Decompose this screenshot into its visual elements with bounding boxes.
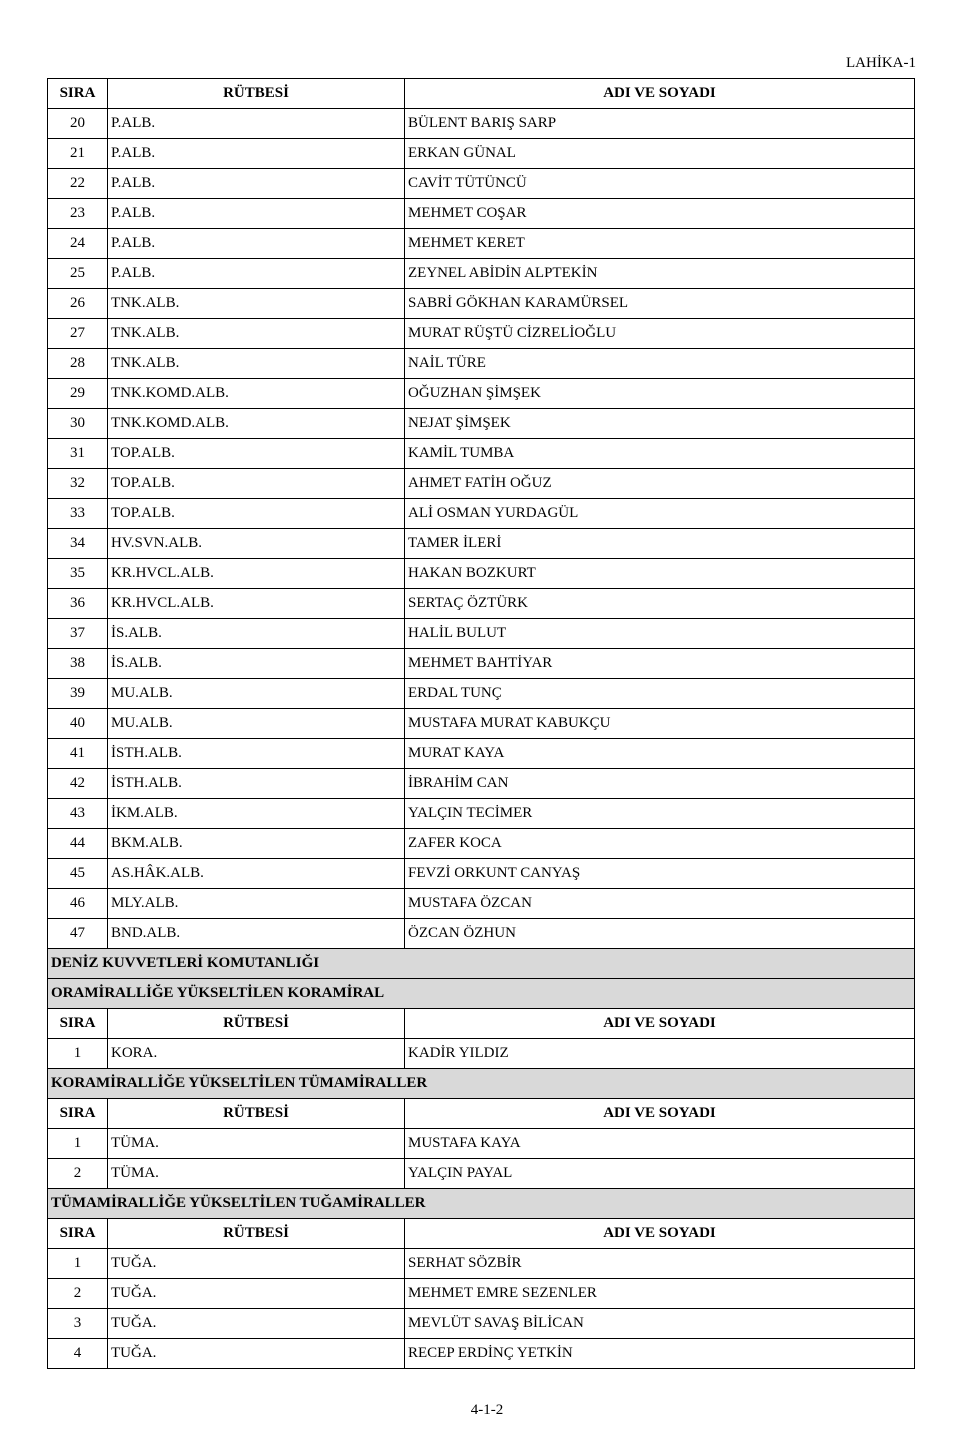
- row-number: 42: [48, 769, 108, 799]
- row-rank: KORA.: [108, 1039, 405, 1069]
- table-row: [48, 409, 915, 439]
- row-number: 35: [48, 559, 108, 589]
- row-name: YALÇIN TECİMER: [405, 799, 915, 829]
- table-row: [48, 109, 915, 139]
- row-name: BÜLENT BARIŞ SARP: [405, 109, 915, 139]
- column-header-name: ADI VE SOYADI: [405, 1009, 915, 1039]
- row-number: 31: [48, 439, 108, 469]
- row-rank: TÜMA.: [108, 1159, 405, 1189]
- row-number: 2: [48, 1279, 108, 1309]
- table-row: [48, 1129, 915, 1159]
- row-rank: TNK.KOMD.ALB.: [108, 409, 405, 439]
- row-rank: P.ALB.: [108, 169, 405, 199]
- row-name: MUSTAFA MURAT KABUKÇU: [405, 709, 915, 739]
- row-number: 2: [48, 1159, 108, 1189]
- row-rank: TUĞA.: [108, 1339, 405, 1369]
- row-rank: TÜMA.: [108, 1129, 405, 1159]
- table-row: [48, 1039, 915, 1069]
- row-number: 20: [48, 109, 108, 139]
- row-number: 28: [48, 349, 108, 379]
- table-row: [48, 589, 915, 619]
- table-row: [48, 319, 915, 349]
- row-rank: MU.ALB.: [108, 709, 405, 739]
- table-row: [48, 349, 915, 379]
- row-number: 23: [48, 199, 108, 229]
- section-row: [48, 1189, 915, 1219]
- row-name: FEVZİ ORKUNT CANYAŞ: [405, 859, 915, 889]
- row-number: 1: [48, 1039, 108, 1069]
- row-name: MEHMET EMRE SEZENLER: [405, 1279, 915, 1309]
- row-rank: KR.HVCL.ALB.: [108, 559, 405, 589]
- row-name: İBRAHİM CAN: [405, 769, 915, 799]
- table-header-row: [48, 1099, 915, 1129]
- row-rank: P.ALB.: [108, 109, 405, 139]
- table-row: [48, 559, 915, 589]
- column-header-rank: RÜTBESİ: [108, 1009, 405, 1039]
- table-row: [48, 649, 915, 679]
- row-number: 29: [48, 379, 108, 409]
- table-row: [48, 769, 915, 799]
- row-name: HALİL BULUT: [405, 619, 915, 649]
- table-row: [48, 829, 915, 859]
- table-row: [48, 1159, 915, 1189]
- column-header-rank: RÜTBESİ: [108, 79, 405, 109]
- row-number: 30: [48, 409, 108, 439]
- row-name: MUSTAFA KAYA: [405, 1129, 915, 1159]
- table-row: [48, 439, 915, 469]
- table-row: [48, 619, 915, 649]
- column-header-sira: SIRA: [48, 1219, 108, 1249]
- row-number: 3: [48, 1309, 108, 1339]
- row-number: 27: [48, 319, 108, 349]
- table-row: [48, 199, 915, 229]
- column-header-sira: SIRA: [48, 1099, 108, 1129]
- row-name: SABRİ GÖKHAN KARAMÜRSEL: [405, 289, 915, 319]
- row-rank: TOP.ALB.: [108, 469, 405, 499]
- section-row: [48, 1069, 915, 1099]
- table-row: [48, 229, 915, 259]
- column-header-name: ADI VE SOYADI: [405, 79, 915, 109]
- table-row: [48, 289, 915, 319]
- row-name: MEVLÜT SAVAŞ BİLİCAN: [405, 1309, 915, 1339]
- row-rank: İS.ALB.: [108, 619, 405, 649]
- row-number: 36: [48, 589, 108, 619]
- row-number: 40: [48, 709, 108, 739]
- row-name: KAMİL TUMBA: [405, 439, 915, 469]
- row-name: MURAT RÜŞTÜ CİZRELİOĞLU: [405, 319, 915, 349]
- column-header-sira: SIRA: [48, 79, 108, 109]
- row-rank: BND.ALB.: [108, 919, 405, 949]
- column-header-rank: RÜTBESİ: [108, 1219, 405, 1249]
- table-row: [48, 1279, 915, 1309]
- row-name: HAKAN BOZKURT: [405, 559, 915, 589]
- table-header-row: [48, 1009, 915, 1039]
- row-rank: MU.ALB.: [108, 679, 405, 709]
- table-row: [48, 1249, 915, 1279]
- row-rank: BKM.ALB.: [108, 829, 405, 859]
- column-header-sira: SIRA: [48, 1009, 108, 1039]
- table-row: [48, 709, 915, 739]
- column-header-rank: RÜTBESİ: [108, 1099, 405, 1129]
- row-name: AHMET FATİH OĞUZ: [405, 469, 915, 499]
- row-rank: TOP.ALB.: [108, 499, 405, 529]
- row-number: 4: [48, 1339, 108, 1369]
- row-name: ERDAL TUNÇ: [405, 679, 915, 709]
- row-rank: P.ALB.: [108, 199, 405, 229]
- row-name: MEHMET BAHTİYAR: [405, 649, 915, 679]
- row-number: 22: [48, 169, 108, 199]
- row-name: MURAT KAYA: [405, 739, 915, 769]
- row-rank: P.ALB.: [108, 229, 405, 259]
- row-rank: TOP.ALB.: [108, 439, 405, 469]
- row-number: 47: [48, 919, 108, 949]
- table-row: [48, 529, 915, 559]
- row-name: CAVİT TÜTÜNCÜ: [405, 169, 915, 199]
- section-title-navy: DENİZ KUVVETLERİ KOMUTANLIĞI: [48, 949, 915, 979]
- table-row: [48, 919, 915, 949]
- row-name: TAMER İLERİ: [405, 529, 915, 559]
- row-name: ÖZCAN ÖZHUN: [405, 919, 915, 949]
- row-number: 1: [48, 1249, 108, 1279]
- table-row: [48, 379, 915, 409]
- page-number: 4-1-2: [470, 1402, 504, 1418]
- table-row: [48, 259, 915, 289]
- row-number: 43: [48, 799, 108, 829]
- row-rank: TUĞA.: [108, 1249, 405, 1279]
- row-number: 34: [48, 529, 108, 559]
- row-name: OĞUZHAN ŞİMŞEK: [405, 379, 915, 409]
- row-name: ALİ OSMAN YURDAGÜL: [405, 499, 915, 529]
- row-rank: MLY.ALB.: [108, 889, 405, 919]
- row-name: ZEYNEL ABİDİN ALPTEKİN: [405, 259, 915, 289]
- row-number: 24: [48, 229, 108, 259]
- section-row: [48, 979, 915, 1009]
- section-title-group: ORAMİRALLİĞE YÜKSELTİLEN KORAMİRAL: [48, 979, 915, 1009]
- row-name: RECEP ERDİNÇ YETKİN: [405, 1339, 915, 1369]
- row-number: 25: [48, 259, 108, 289]
- row-name: KADİR YILDIZ: [405, 1039, 915, 1069]
- table-row: [48, 889, 915, 919]
- row-number: 38: [48, 649, 108, 679]
- table-row: [48, 1309, 915, 1339]
- row-name: MEHMET KERET: [405, 229, 915, 259]
- row-rank: İKM.ALB.: [108, 799, 405, 829]
- annex-label: LAHİKA-1: [846, 55, 916, 71]
- row-number: 44: [48, 829, 108, 859]
- row-rank: P.ALB.: [108, 259, 405, 289]
- table-row: [48, 859, 915, 889]
- row-rank: İSTH.ALB.: [108, 739, 405, 769]
- row-rank: P.ALB.: [108, 139, 405, 169]
- row-number: 21: [48, 139, 108, 169]
- row-name: ZAFER KOCA: [405, 829, 915, 859]
- column-header-name: ADI VE SOYADI: [405, 1099, 915, 1129]
- row-rank: İSTH.ALB.: [108, 769, 405, 799]
- row-name: NEJAT ŞİMŞEK: [405, 409, 915, 439]
- table-header-row: [48, 1219, 915, 1249]
- table-row: [48, 139, 915, 169]
- row-rank: TNK.ALB.: [108, 289, 405, 319]
- section-title-group: TÜMAMİRALLİĞE YÜKSELTİLEN TUĞAMİRALLER: [48, 1189, 915, 1219]
- section-title-group: KORAMİRALLİĞE YÜKSELTİLEN TÜMAMİRALLER: [48, 1069, 915, 1099]
- row-name: MUSTAFA ÖZCAN: [405, 889, 915, 919]
- row-number: 45: [48, 859, 108, 889]
- table-row: [48, 169, 915, 199]
- row-rank: KR.HVCL.ALB.: [108, 589, 405, 619]
- row-name: NAİL TÜRE: [405, 349, 915, 379]
- row-rank: AS.HÂK.ALB.: [108, 859, 405, 889]
- table-row: [48, 739, 915, 769]
- row-name: MEHMET COŞAR: [405, 199, 915, 229]
- row-rank: TUĞA.: [108, 1279, 405, 1309]
- row-rank: TNK.ALB.: [108, 319, 405, 349]
- row-name: YALÇIN PAYAL: [405, 1159, 915, 1189]
- row-name: SERHAT SÖZBİR: [405, 1249, 915, 1279]
- table-row: [48, 799, 915, 829]
- section-row: [48, 949, 915, 979]
- table-row: [48, 499, 915, 529]
- row-number: 32: [48, 469, 108, 499]
- column-header-name: ADI VE SOYADI: [405, 1219, 915, 1249]
- table-row: [48, 469, 915, 499]
- row-rank: İS.ALB.: [108, 649, 405, 679]
- row-number: 1: [48, 1129, 108, 1159]
- row-number: 26: [48, 289, 108, 319]
- promotion-table-body: [48, 79, 915, 1369]
- row-rank: TNK.ALB.: [108, 349, 405, 379]
- row-rank: TUĞA.: [108, 1309, 405, 1339]
- row-number: 46: [48, 889, 108, 919]
- row-name: SERTAÇ ÖZTÜRK: [405, 589, 915, 619]
- row-name: ERKAN GÜNAL: [405, 139, 915, 169]
- row-number: 33: [48, 499, 108, 529]
- promotion-table: [47, 78, 915, 1369]
- row-number: 39: [48, 679, 108, 709]
- row-rank: TNK.KOMD.ALB.: [108, 379, 405, 409]
- table-row: [48, 679, 915, 709]
- table-header-row: [48, 79, 915, 109]
- row-rank: HV.SVN.ALB.: [108, 529, 405, 559]
- row-number: 37: [48, 619, 108, 649]
- row-number: 41: [48, 739, 108, 769]
- table-row: [48, 1339, 915, 1369]
